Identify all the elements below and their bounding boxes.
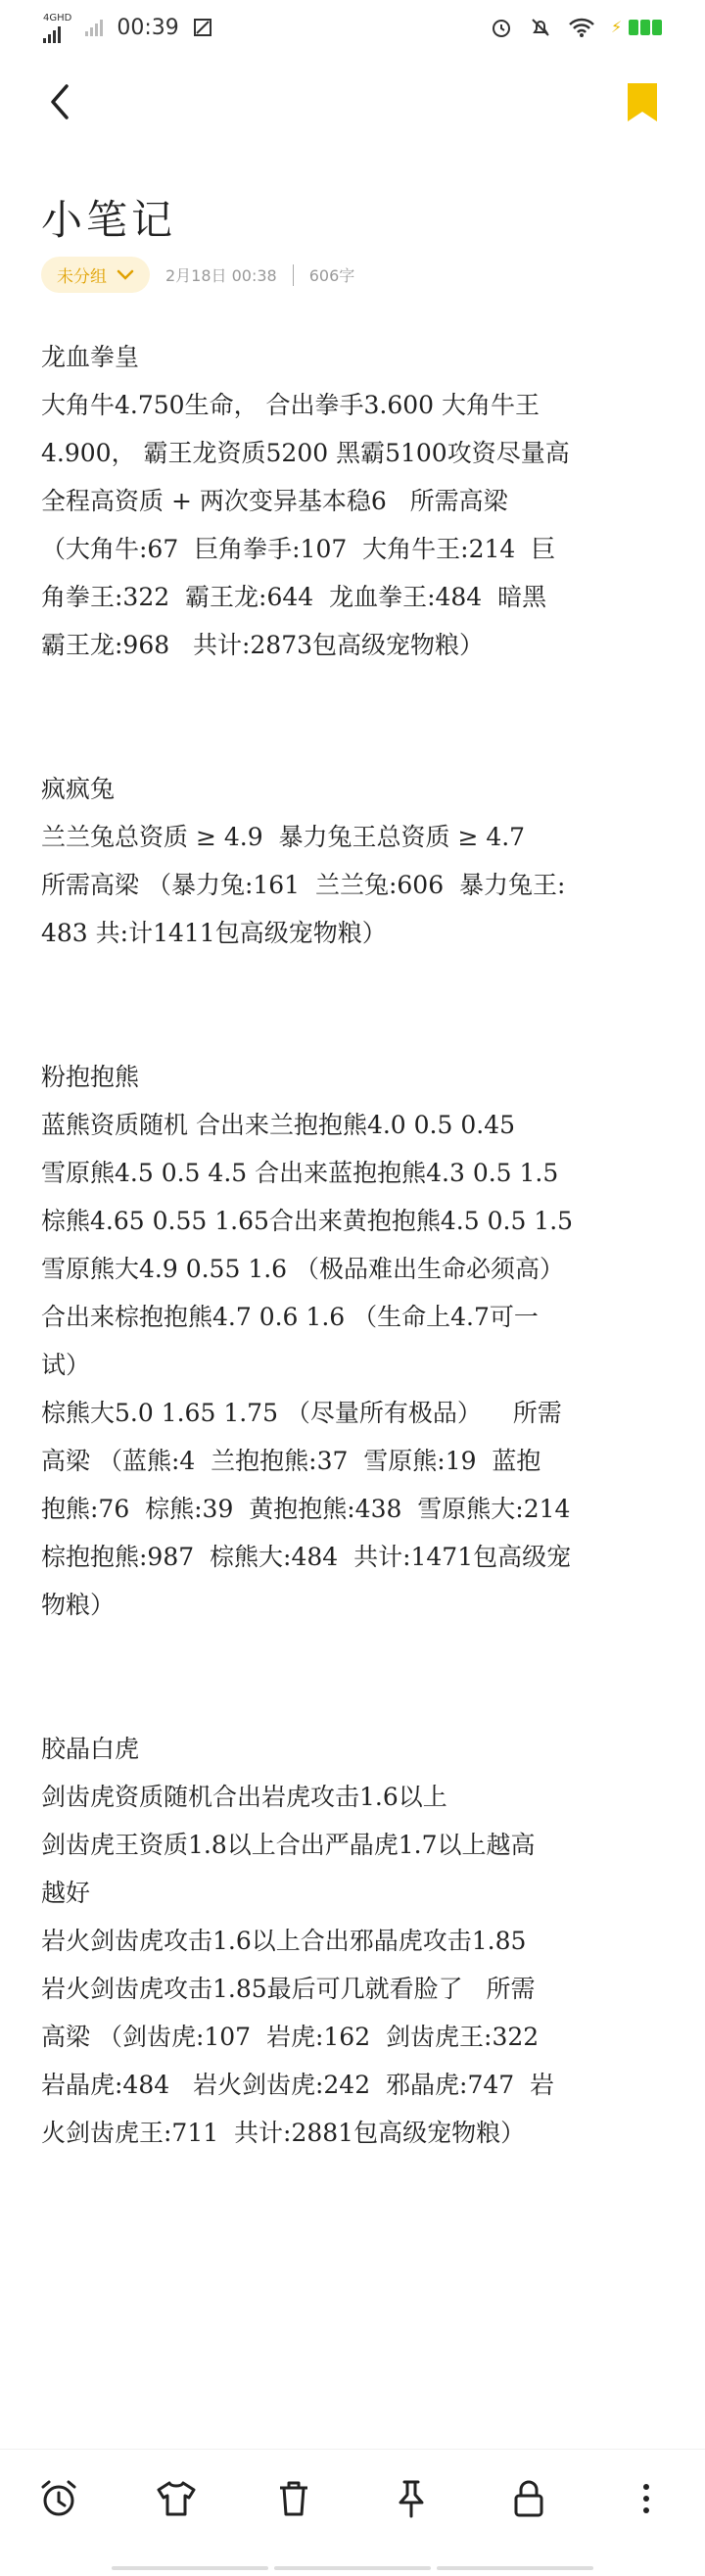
mute-icon	[529, 16, 552, 39]
note-line: 棕抱抱熊:987 棕熊大:484 共计:1471包高级宠	[41, 1543, 572, 1571]
note-line: 高梁 （剑齿虎:107 岩虎:162 剑齿虎王:322	[41, 2023, 540, 2051]
system-nav-bar	[0, 2566, 705, 2576]
more-button[interactable]	[617, 2469, 676, 2528]
alarm-clock-icon	[37, 2477, 80, 2520]
signal-icon	[43, 25, 71, 43]
section-spacer	[41, 1629, 668, 1725]
section-heading: 粉抱抱熊	[41, 1063, 140, 1091]
note-line: 抱熊:76 棕熊:39 黄抱抱熊:438 雪原熊大:214	[41, 1495, 571, 1523]
note-line: 棕熊4.65 0.55 1.65合出来黄抱抱熊4.5 0.5 1.5	[41, 1207, 574, 1235]
lock-button[interactable]	[499, 2469, 558, 2528]
group-label: 未分组	[57, 267, 107, 287]
note-title[interactable]: 小笔记	[41, 196, 177, 244]
signal-2-icon	[85, 19, 103, 36]
lock-icon	[507, 2477, 550, 2520]
note-line: （大角牛:67 巨角拳手:107 大角牛王:214 巨	[41, 535, 556, 563]
note-line: 岩火剑齿虎攻击1.6以上合出邪晶虎攻击1.85	[41, 1927, 527, 1955]
note-line: 棕熊大5.0 1.65 1.75 （尽量所有极品） 所需	[41, 1399, 562, 1427]
note-section	[41, 1725, 668, 2157]
note-line: 雪原熊4.5 0.5 4.5 合出来蓝抱抱熊4.3 0.5 1.5	[41, 1159, 559, 1187]
reminder-button[interactable]	[29, 2469, 88, 2528]
trash-icon	[272, 2477, 315, 2520]
note-line: 所需高梁 （暴力兔:161 兰兰兔:606 暴力兔王:	[41, 871, 566, 899]
bookmark-icon	[623, 80, 662, 125]
note-date: 2月18日 00:38	[165, 266, 277, 285]
note-line: 雪原熊大4.9 0.55 1.6 （极品难出生命必须高）	[41, 1255, 565, 1283]
section-heading: 胶晶白虎	[41, 1735, 140, 1763]
section-heading: 疯疯兔	[41, 775, 116, 803]
bottom-toolbar	[0, 2449, 705, 2548]
note-line: 兰兰兔总资质 ≥ 4.9 暴力兔王总资质 ≥ 4.7	[41, 823, 526, 851]
pin-icon	[390, 2477, 433, 2520]
note-line: 剑齿虎王资质1.8以上合出严晶虎1.7以上越高	[41, 1831, 536, 1859]
pin-button[interactable]	[382, 2469, 441, 2528]
note-line: 4.900， 霸王龙资质5200 黑霸5100攻资尽量高	[41, 439, 570, 467]
status-bar-left	[43, 12, 212, 43]
theme-button[interactable]	[147, 2469, 206, 2528]
back-button[interactable]	[41, 80, 80, 123]
note-line: 高梁 （蓝熊:4 兰抱抱熊:37 雪原熊:19 蓝抱	[41, 1447, 541, 1475]
alarm-status-icon	[490, 16, 513, 39]
status-bar	[0, 0, 705, 55]
note-section	[41, 1053, 668, 1629]
network-indicator	[43, 12, 71, 43]
sim-icon	[193, 18, 212, 37]
status-time: 00:39	[117, 15, 179, 40]
note-line: 岩晶虎:484 岩火剑齿虎:242 邪晶虎:747 岩	[41, 2071, 555, 2099]
note-line: 大角牛4.750生命， 合出拳手3.600 大角牛王	[41, 391, 540, 419]
group-selector[interactable]	[41, 257, 150, 293]
back-arrow-icon	[41, 80, 80, 123]
wifi-icon	[568, 17, 595, 38]
status-bar-right	[490, 16, 662, 39]
more-icon	[625, 2477, 668, 2520]
note-line: 合出来棕抱抱熊4.7 0.6 1.6 （生命上4.7可一	[41, 1303, 539, 1331]
note-line: 483 共:计1411包高级宠物粮）	[41, 919, 387, 947]
network-type-label: 4GHD	[43, 13, 72, 24]
chevron-down-icon	[117, 269, 134, 281]
note-meta	[41, 257, 354, 293]
note-content[interactable]	[41, 333, 668, 2157]
note-line: 岩火剑齿虎攻击1.85最后可几就看脸了 所需	[41, 1975, 536, 2003]
char-count: 606字	[308, 266, 355, 285]
note-line: 角拳王:322 霸王龙:644 龙血拳王:484 暗黑	[41, 583, 547, 611]
note-line: 全程高资质 + 两次变异基本稳6 所需高梁	[41, 487, 508, 515]
top-bar	[0, 63, 705, 141]
note-section	[41, 333, 668, 669]
note-line: 火剑齿虎王:711 共计:2881包高级宠物粮）	[41, 2119, 526, 2147]
note-section	[41, 765, 668, 957]
note-line: 剑齿虎资质随机合出岩虎攻击1.6以上	[41, 1783, 447, 1811]
note-line: 越好	[41, 1879, 91, 1907]
section-spacer	[41, 957, 668, 1053]
meta-divider	[293, 264, 294, 286]
delete-button[interactable]	[264, 2469, 323, 2528]
charging-icon: ⚡	[611, 18, 623, 36]
bookmark-button[interactable]	[623, 80, 662, 125]
section-spacer	[41, 669, 668, 765]
shirt-icon	[155, 2477, 198, 2520]
note-line: 蓝熊资质随机 合出来兰抱抱熊4.0 0.5 0.45	[41, 1111, 516, 1139]
battery-icon	[611, 20, 662, 35]
note-line: 物粮）	[41, 1591, 116, 1619]
note-line: 试）	[41, 1351, 91, 1379]
section-heading: 龙血拳皇	[41, 343, 140, 371]
note-line: 霸王龙:968 共计:2873包高级宠物粮）	[41, 631, 485, 659]
